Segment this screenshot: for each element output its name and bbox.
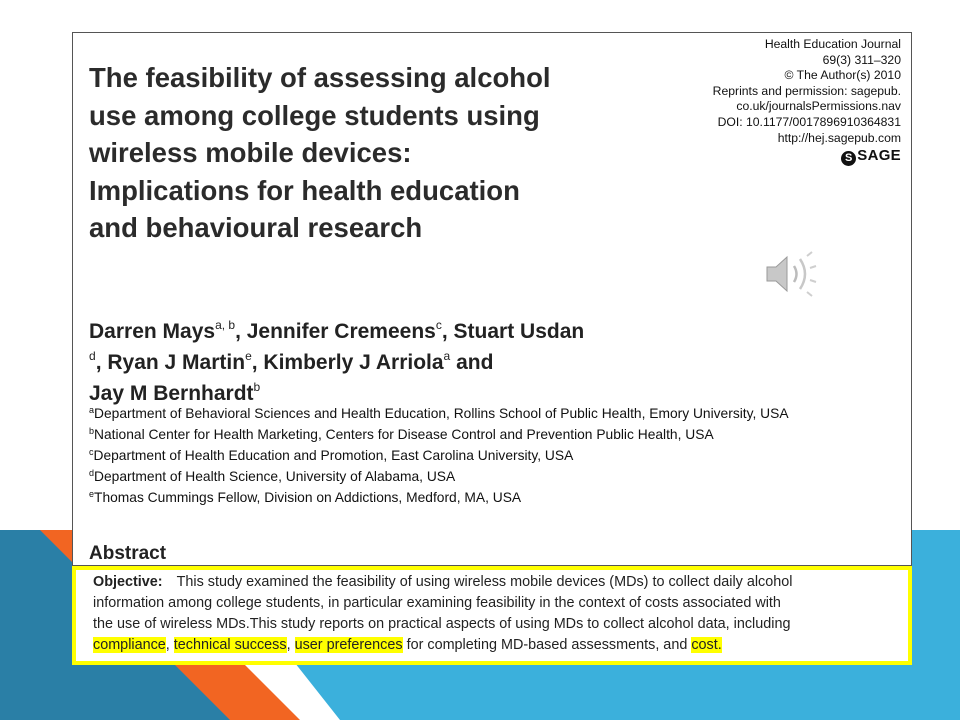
author-line: Darren Mays$^{a, b}$, Jennifer Cremeens$^c$, Stuart Usdan	[89, 318, 585, 343]
paper-title	[89, 59, 649, 247]
author-name: Stuart Usdan	[453, 320, 585, 343]
journal-line: DOI: 10.1177/0017896910364831	[717, 114, 901, 129]
author-name: Jay M Bernhardt	[89, 382, 254, 405]
author-line: $^d$, Ryan J Martin$^e$, Kimberly J Arriola$^a$ and	[89, 349, 494, 374]
affiliation-item: $^d$Department of Health Science, University of Alabama, USA	[89, 468, 456, 484]
title-line: use among college students using	[89, 99, 540, 131]
journal-line: Reprints and permission: sagepub.	[712, 83, 901, 98]
affiliation-list	[89, 403, 789, 508]
journal-line: co.uk/journalsPermissions.nav	[736, 99, 901, 114]
journal-line: © The Author(s) 2010	[784, 68, 901, 83]
author-affil-mark: a, b	[215, 318, 236, 332]
objective-highlight-box	[72, 566, 912, 665]
author-affil-mark: d	[89, 349, 96, 363]
title-line: Implications for health education	[89, 174, 520, 206]
journal-line: http://hej.sagepub.com	[777, 130, 901, 145]
journal-info	[713, 37, 901, 166]
title-line: and behavioural research	[89, 212, 423, 243]
objective-line: information among college students, in particular examining feasibility in the context of costs associated with	[93, 595, 781, 611]
author-name: Jennifer Cremeens	[246, 320, 436, 343]
objective-line: the use of wireless MDs.This study reports on practical aspects of using MDs to collect alcohol data, including	[93, 616, 791, 632]
author-name: Ryan J Martin	[107, 351, 246, 374]
author-affil-mark: e	[245, 349, 252, 363]
sage-logo-icon: S	[841, 151, 856, 166]
affiliation-item: $^b$National Center for Health Marketing, Centers for Disease Control and Prevention Public Health, USA	[89, 426, 714, 442]
author-affil-mark: a	[443, 349, 451, 363]
journal-line: Health Education Journal	[764, 37, 901, 51]
affiliation-item: $^c$Department of Health Education and Promotion, East Carolina University, USA	[89, 447, 574, 463]
sage-logo	[713, 148, 901, 166]
affiliation-item: $^e$Thomas Cummings Fellow, Division on Addictions, Medford, MA, USA	[89, 489, 522, 505]
title-line: The feasibility of assessing alcohol	[89, 62, 551, 93]
author-affil-mark: b	[253, 380, 261, 394]
title-line: wireless mobile devices:	[89, 137, 412, 168]
objective-label: Objective:	[93, 574, 163, 590]
highlight-cost: cost.	[691, 637, 722, 653]
speaker-icon[interactable]	[763, 246, 823, 302]
highlight-user-preferences: user preferences	[294, 637, 403, 653]
affiliation-item: $^a$Department of Behavioral Sciences and Health Education, Rollins School of Public Health, Emory University, USA	[89, 405, 789, 421]
highlight-technical-success: technical success	[173, 637, 287, 653]
author-name: Kimberly J Arriola	[263, 351, 444, 374]
publisher-name: SAGE	[857, 147, 901, 165]
author-affil-mark: c	[435, 318, 442, 332]
journal-line: 69(3) 311–320	[822, 52, 901, 67]
paper-page	[72, 32, 912, 566]
author-name: Darren Mays	[89, 320, 216, 343]
author-list	[89, 316, 584, 409]
highlight-compliance: compliance	[93, 637, 166, 653]
objective-line: Objective: This study examined the feasibility of using wireless mobile devices (MDs) to collect daily alcohol	[93, 574, 793, 590]
objective-line: compliance, technical success, user preferences for completing MD-based assessments, and cost.	[93, 637, 722, 653]
abstract-heading: Abstract	[89, 543, 167, 564]
